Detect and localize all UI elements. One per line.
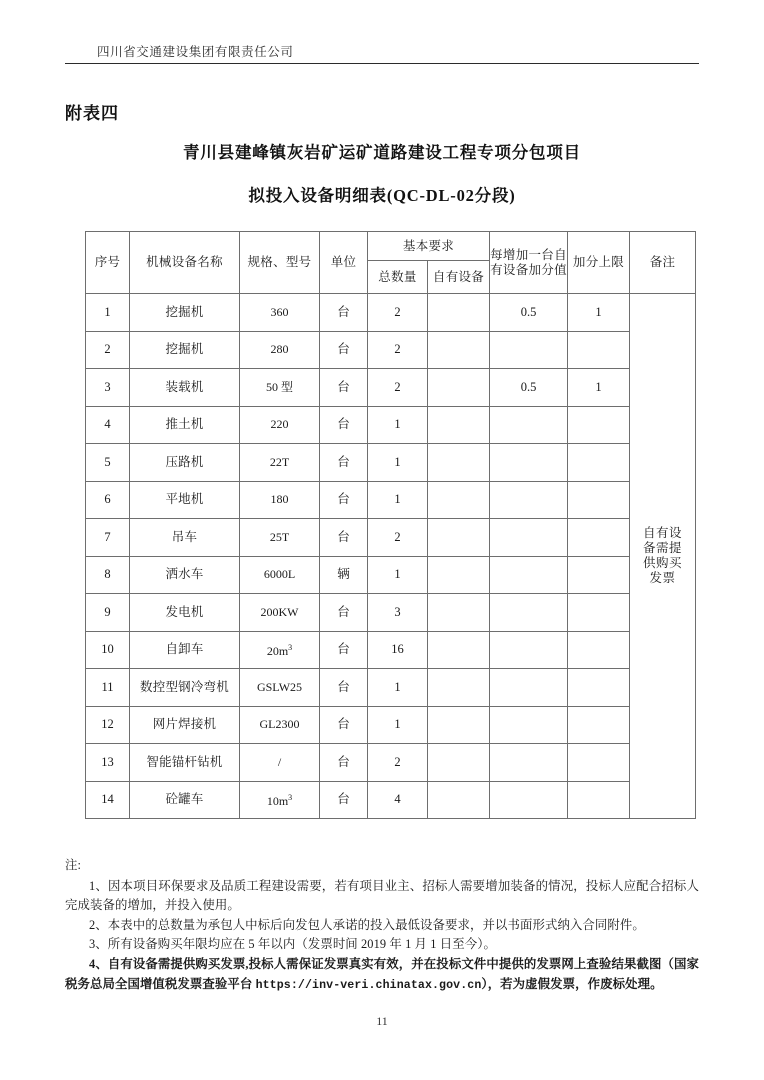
cell-seq: 7 xyxy=(86,519,130,557)
table-header-row-top xyxy=(86,232,696,261)
cell-score-cap xyxy=(568,594,630,632)
cell-total-qty: 2 xyxy=(368,519,428,557)
cell-total-qty: 4 xyxy=(368,781,428,819)
cell-add-value xyxy=(490,706,568,744)
cell-owned-equipment xyxy=(428,556,490,594)
table-row xyxy=(86,594,696,632)
header-spec-model: 规格、型号 xyxy=(240,232,320,294)
cell-total-qty: 1 xyxy=(368,669,428,707)
cell-unit: 台 xyxy=(320,331,368,369)
table-row xyxy=(86,294,696,332)
header-machine-name: 机械设备名称 xyxy=(130,232,240,294)
company-name: 四川省交通建设集团有限责任公司 xyxy=(97,45,294,59)
remark-line: 备需提 xyxy=(643,541,683,555)
note-item-3: 3、所有设备购买年限均应在 5 年以内（发票时间 2019 年 1 月 1 日至今）。 xyxy=(89,937,496,952)
cell-total-qty: 3 xyxy=(368,594,428,632)
cell-spec-model: 280 xyxy=(240,331,320,369)
cell-add-value xyxy=(490,594,568,632)
cell-owned-equipment xyxy=(428,781,490,819)
cell-unit: 台 xyxy=(320,294,368,332)
notes-section xyxy=(65,856,699,995)
note-item-1: 1、因本项目环保要求及品质工程建设需要，若有项目业主、招标人需要增加装备的情况，投标人应配合招标人完成装备的增加，并投入使用。 xyxy=(65,878,699,913)
cell-add-value xyxy=(490,744,568,782)
cell-spec-model: 22T xyxy=(240,444,320,482)
cell-add-value xyxy=(490,669,568,707)
table-row xyxy=(86,369,696,407)
page-number: 11 xyxy=(376,1014,388,1028)
table-row xyxy=(86,481,696,519)
cell-score-cap xyxy=(568,781,630,819)
cell-add-value xyxy=(490,556,568,594)
running-header xyxy=(0,44,764,64)
header-unit: 单位 xyxy=(320,232,368,294)
cell-score-cap: 1 xyxy=(568,294,630,332)
equipment-table xyxy=(85,231,696,819)
cell-seq: 9 xyxy=(86,594,130,632)
cell-add-value xyxy=(490,631,568,669)
table-row xyxy=(86,331,696,369)
table-title: 拟投入设备明细表(QC-DL-02分段) xyxy=(248,186,516,205)
table-row xyxy=(86,781,696,819)
cell-unit: 辆 xyxy=(320,556,368,594)
cell-total-qty: 2 xyxy=(368,744,428,782)
cell-unit: 台 xyxy=(320,706,368,744)
cell-seq: 11 xyxy=(86,669,130,707)
remark-line: 自有设 xyxy=(643,526,683,540)
cell-score-cap xyxy=(568,519,630,557)
cell-machine-name: 平地机 xyxy=(130,481,240,519)
cell-machine-name: 压路机 xyxy=(130,444,240,482)
cell-unit: 台 xyxy=(320,481,368,519)
header-divider xyxy=(65,63,699,64)
cell-owned-equipment xyxy=(428,669,490,707)
cell-machine-name: 推土机 xyxy=(130,406,240,444)
cell-owned-equipment xyxy=(428,481,490,519)
cell-machine-name: 洒水车 xyxy=(130,556,240,594)
cell-spec-model: GL2300 xyxy=(240,706,320,744)
cell-total-qty: 2 xyxy=(368,331,428,369)
cell-seq: 13 xyxy=(86,744,130,782)
cell-score-cap xyxy=(568,444,630,482)
cell-add-value xyxy=(490,406,568,444)
invoice-verify-url: https://inv-veri.chinatax.gov.cn xyxy=(255,978,482,992)
note-4-text-b: ），若为虚假发票，作废标处理。 xyxy=(481,976,663,991)
cell-spec-model: $10m^3$ xyxy=(240,781,320,819)
header-remark: 备注 xyxy=(630,232,696,294)
cell-spec-model: GSLW25 xyxy=(240,669,320,707)
cell-total-qty: 1 xyxy=(368,556,428,594)
table-row xyxy=(86,406,696,444)
cell-owned-equipment xyxy=(428,744,490,782)
cell-add-value xyxy=(490,781,568,819)
cell-machine-name: 网片焊接机 xyxy=(130,706,240,744)
cell-total-qty: 16 xyxy=(368,631,428,669)
cell-seq: 2 xyxy=(86,331,130,369)
cell-machine-name: 数控型钢冷弯机 xyxy=(130,669,240,707)
cell-machine-name: 自卸车 xyxy=(130,631,240,669)
cell-unit: 台 xyxy=(320,781,368,819)
cell-machine-name: 吊车 xyxy=(130,519,240,557)
cell-remark-merged xyxy=(630,294,696,819)
cell-score-cap xyxy=(568,556,630,594)
cell-spec-model: 360 xyxy=(240,294,320,332)
header-score-cap: 加分上限 xyxy=(568,232,630,294)
cell-seq: 14 xyxy=(86,781,130,819)
cell-spec-model: 50 型 xyxy=(240,369,320,407)
cell-unit: 台 xyxy=(320,631,368,669)
cell-machine-name: 智能锚杆钻机 xyxy=(130,744,240,782)
cell-owned-equipment xyxy=(428,706,490,744)
cell-machine-name: 发电机 xyxy=(130,594,240,632)
table-row xyxy=(86,444,696,482)
cell-score-cap xyxy=(568,631,630,669)
cell-seq: 12 xyxy=(86,706,130,744)
table-header xyxy=(86,232,696,294)
equipment-table-wrapper xyxy=(85,231,685,819)
cell-total-qty: 2 xyxy=(368,294,428,332)
table-row xyxy=(86,669,696,707)
cell-spec-model: 180 xyxy=(240,481,320,519)
cell-add-value: 0.5 xyxy=(490,369,568,407)
cell-unit: 台 xyxy=(320,669,368,707)
notes-heading: 注: xyxy=(65,858,82,872)
cell-unit: 台 xyxy=(320,594,368,632)
header-total-qty: 总数量 xyxy=(368,261,428,294)
cell-owned-equipment xyxy=(428,631,490,669)
note-item-2: 2、本表中的总数量为承包人中标后向发包人承诺的投入最低设备要求，并以书面形式纳入合同附件。 xyxy=(89,917,645,932)
cell-score-cap: 1 xyxy=(568,369,630,407)
header-owned-equipment: 自有设备 xyxy=(428,261,490,294)
cell-score-cap xyxy=(568,406,630,444)
cell-add-value: 0.5 xyxy=(490,294,568,332)
remark-line: 供购买 xyxy=(643,556,683,570)
cell-score-cap xyxy=(568,669,630,707)
table-row xyxy=(86,744,696,782)
cell-spec-model: $20m^3$ xyxy=(240,631,320,669)
cell-unit: 台 xyxy=(320,744,368,782)
table-row xyxy=(86,706,696,744)
cell-owned-equipment xyxy=(428,294,490,332)
cell-score-cap xyxy=(568,481,630,519)
cell-total-qty: 1 xyxy=(368,444,428,482)
cell-spec-model: 220 xyxy=(240,406,320,444)
cell-score-cap xyxy=(568,706,630,744)
cell-spec-model: / xyxy=(240,744,320,782)
cell-seq: 6 xyxy=(86,481,130,519)
header-seq: 序号 xyxy=(86,232,130,294)
table-row xyxy=(86,519,696,557)
cell-total-qty: 2 xyxy=(368,369,428,407)
cell-add-value xyxy=(490,444,568,482)
cell-machine-name: 砼罐车 xyxy=(130,781,240,819)
cell-seq: 4 xyxy=(86,406,130,444)
cell-unit: 台 xyxy=(320,406,368,444)
cell-owned-equipment xyxy=(428,594,490,632)
cell-owned-equipment xyxy=(428,519,490,557)
cell-unit: 台 xyxy=(320,444,368,482)
note-item-4 xyxy=(65,955,699,995)
table-row xyxy=(86,556,696,594)
note-4-text-a: 4、自有设备需提供购买发票,投标人需保证发票真实有效，并在投标文件中提供的发票网上查验结果截图（国家税务总局全国增值税发票查验平台 xyxy=(65,956,699,991)
attachment-label: 附表四 xyxy=(65,104,119,123)
cell-seq: 8 xyxy=(86,556,130,594)
title-block xyxy=(0,136,764,213)
header-add-value: 每增加一台自有设备加分值 xyxy=(490,232,568,294)
cell-add-value xyxy=(490,519,568,557)
cell-spec-model: 6000L xyxy=(240,556,320,594)
cell-seq: 1 xyxy=(86,294,130,332)
cell-spec-model: 25T xyxy=(240,519,320,557)
cell-unit: 台 xyxy=(320,369,368,407)
project-title: 青川县建峰镇灰岩矿运矿道路建设工程专项分包项目 xyxy=(183,143,581,162)
cell-machine-name: 挖掘机 xyxy=(130,294,240,332)
cell-spec-model: 200KW xyxy=(240,594,320,632)
cell-seq: 3 xyxy=(86,369,130,407)
cell-total-qty: 1 xyxy=(368,406,428,444)
cell-total-qty: 1 xyxy=(368,481,428,519)
cell-add-value xyxy=(490,331,568,369)
cell-machine-name: 装载机 xyxy=(130,369,240,407)
remark-line: 发票 xyxy=(649,571,676,585)
cell-owned-equipment xyxy=(428,444,490,482)
header-basic-requirement: 基本要求 xyxy=(368,232,490,261)
cell-owned-equipment xyxy=(428,369,490,407)
cell-machine-name: 挖掘机 xyxy=(130,331,240,369)
cell-owned-equipment xyxy=(428,406,490,444)
cell-owned-equipment xyxy=(428,331,490,369)
cell-seq: 5 xyxy=(86,444,130,482)
table-body xyxy=(86,294,696,819)
table-row xyxy=(86,631,696,669)
cell-score-cap xyxy=(568,744,630,782)
cell-unit: 台 xyxy=(320,519,368,557)
cell-score-cap xyxy=(568,331,630,369)
cell-add-value xyxy=(490,481,568,519)
cell-total-qty: 1 xyxy=(368,706,428,744)
cell-seq: 10 xyxy=(86,631,130,669)
